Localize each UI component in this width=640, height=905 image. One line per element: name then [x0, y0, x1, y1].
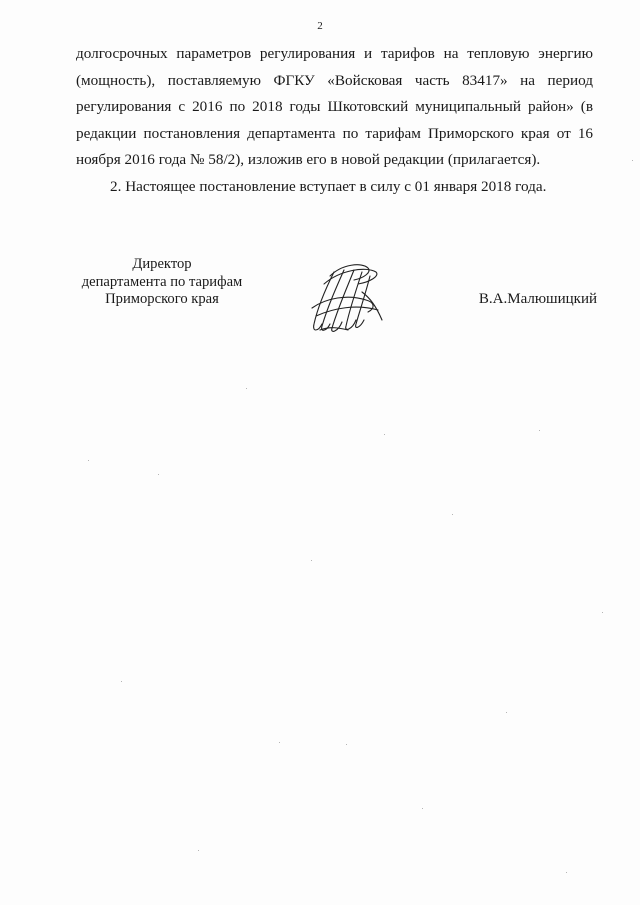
scan-speck — [158, 474, 159, 475]
scan-speck — [88, 460, 89, 461]
paragraph-1-line-5: 16 ноября 2016 года № 58/2), изложив его в новой редакции (прилагается). — [76, 124, 594, 168]
paragraph-1 — [76, 41, 593, 174]
scan-speck — [198, 850, 199, 851]
scan-speck — [632, 160, 633, 161]
scan-speck — [346, 744, 347, 745]
signatory-name: В.А.Малюшицкий — [478, 291, 597, 307]
scan-speck — [246, 388, 247, 389]
scan-speck — [121, 681, 122, 682]
scan-speck — [384, 434, 385, 435]
scan-speck — [452, 514, 453, 515]
paragraph-1-line-4: редакции постановления департамента по тарифам Приморского края от — [76, 124, 571, 142]
scan-speck — [422, 808, 423, 809]
scan-speck — [279, 742, 280, 743]
position-line-1: Директор — [132, 256, 192, 272]
handwritten-signature — [300, 258, 392, 338]
scan-speck — [506, 712, 507, 713]
scan-speck — [311, 560, 312, 561]
document-body — [76, 41, 593, 200]
position-line-2: департамента по тарифам — [81, 273, 243, 290]
signatory-position — [56, 256, 268, 309]
scan-speck — [602, 612, 603, 613]
position-line-3: Приморского края — [105, 291, 219, 307]
page-number: 2 — [317, 20, 323, 32]
paragraph-2: 2. Настоящее постановление вступает в силу с 01 января 2018 года. — [110, 177, 547, 195]
scan-speck — [566, 872, 567, 873]
scan-speck — [539, 430, 540, 431]
paragraph-1-line-3: регулирования с 2016 по 2018 годы Шкотовский муниципальный район» (в — [76, 98, 593, 115]
paragraph-1-line-1: долгосрочных параметров регулирования и тарифов на тепловую энергию — [76, 45, 593, 62]
paragraph-1-line-2: (мощность), поставляемую ФГКУ «Войсковая часть 83417» на период — [76, 71, 593, 89]
